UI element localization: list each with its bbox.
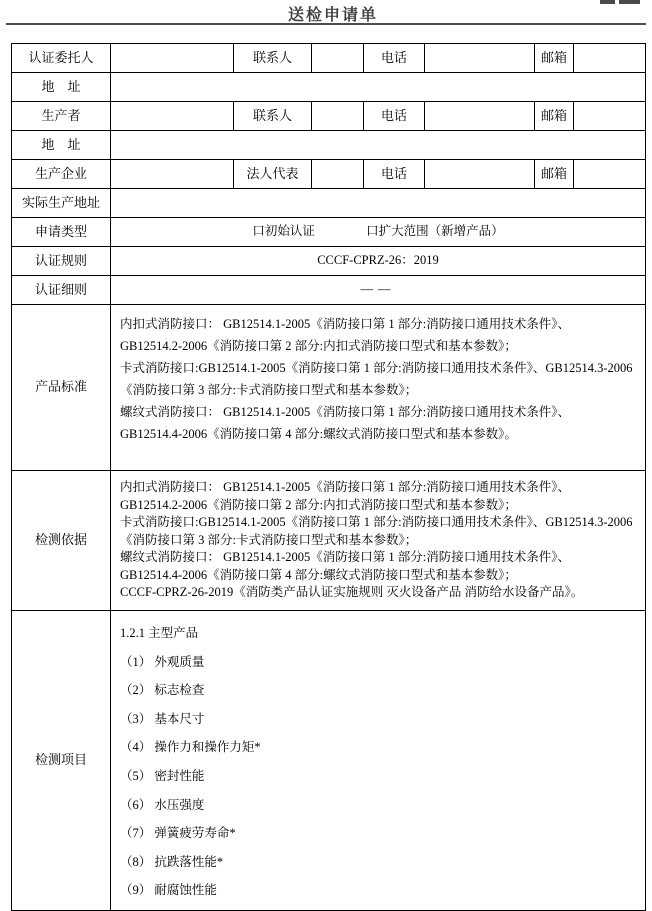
text-line: （1） 外观质量 xyxy=(120,654,205,669)
row-certification-rule xyxy=(12,247,646,276)
manufacturer-legal-rep-cell[interactable] xyxy=(312,160,364,189)
applicant-email-cell[interactable] xyxy=(574,44,646,73)
row-certification-detail xyxy=(12,276,646,305)
text-line: （5） 密封性能 xyxy=(120,768,205,783)
text-line: （7） 弹簧疲劳寿命* xyxy=(120,826,236,841)
test-basis-text xyxy=(111,471,646,611)
title-divider xyxy=(6,23,646,25)
text-line: 螺纹式消防接口： GB12514.1-2005《消防接口第 1 部分:消防接口通用技术条件》、 xyxy=(120,550,571,564)
row-label-applicant: 认证委托人 xyxy=(12,44,111,73)
text-line: （2） 标志检查 xyxy=(120,683,205,698)
text-line: 1.2.1 主型产品 xyxy=(120,626,199,640)
label-contact-person: 联系人 xyxy=(234,44,312,73)
text-line: 螺纹式消防接口： GB12514.1-2005《消防接口第 1 部分:消防接口通用技术条件》、 xyxy=(120,405,571,419)
producer-email-cell[interactable] xyxy=(574,102,646,131)
manufacturer-name-cell[interactable] xyxy=(111,160,234,189)
row-applicant xyxy=(12,44,646,73)
label-phone: 电话 xyxy=(364,44,425,73)
text-line: GB12514.4-2006《消防接口第 4 部分:螺纹式消防接口型式和基本参数》； xyxy=(120,567,517,582)
actual-production-address-cell[interactable] xyxy=(111,189,646,218)
application-form-table xyxy=(11,43,646,911)
row-label-manufacturer: 生产企业 xyxy=(12,160,111,189)
row-producer-address xyxy=(12,131,646,160)
row-label-test-items: 检测项目 xyxy=(12,611,111,911)
text-line: 《消防接口第 3 部分:卡式消防接口型式和基本参数》； xyxy=(120,383,418,397)
text-line: GB12514.2-2006《消防接口第 2 部分:内扣式消防接口型式和基本参数》； xyxy=(120,497,517,512)
certification-rule-value: CCCF-CPRZ-26：2019 xyxy=(111,247,646,276)
text-line: （4） 操作力和操作力矩* xyxy=(120,740,261,755)
producer-address-cell[interactable] xyxy=(111,131,646,160)
label-contact-person: 联系人 xyxy=(234,102,312,131)
applicant-phone-cell[interactable] xyxy=(425,44,535,73)
text-line: 内扣式消防接口： GB12514.1-2005《消防接口第 1 部分:消防接口通用技术条件》、 xyxy=(120,480,571,494)
certification-detail-value: —— xyxy=(111,276,646,305)
checkbox-option-initial-certification[interactable]: 口初始认证 xyxy=(252,224,315,239)
row-label-address: 地 址 xyxy=(12,73,111,102)
label-legal-representative: 法人代表 xyxy=(234,160,312,189)
label-email: 邮箱 xyxy=(535,160,574,189)
row-product-standard xyxy=(12,305,646,471)
producer-phone-cell[interactable] xyxy=(425,102,535,131)
row-label-address: 地 址 xyxy=(12,131,111,160)
applicant-name-cell[interactable] xyxy=(111,44,234,73)
row-label-product-standard: 产品标准 xyxy=(12,305,111,471)
label-phone: 电话 xyxy=(364,102,425,131)
row-label-producer: 生产者 xyxy=(12,102,111,131)
row-label-application-type: 申请类型 xyxy=(12,218,111,247)
text-line: （8） 抗跌落性能* xyxy=(120,854,224,869)
test-items-text xyxy=(111,611,646,911)
text-line: 卡式消防接口:GB12514.1-2005《消防接口第 1 部分:消防接口通用技术条件》、GB12514.3-2006 xyxy=(120,515,633,529)
text-line: CCCF-CPRZ-26-2019《消防类产品认证实施规则 灭火设备产品 消防给水设备产品》。 xyxy=(120,585,584,599)
product-standard-text xyxy=(111,305,646,471)
application-type-cell xyxy=(111,218,646,247)
manufacturer-email-cell[interactable] xyxy=(574,160,646,189)
product-standard-lines xyxy=(120,313,637,445)
row-application-type xyxy=(12,218,646,247)
row-test-items xyxy=(12,611,646,911)
applicant-address-cell[interactable] xyxy=(111,73,646,102)
label-phone: 电话 xyxy=(364,160,425,189)
corner-print-mark xyxy=(596,0,640,5)
manufacturer-phone-cell[interactable] xyxy=(425,160,535,189)
applicant-contact-cell[interactable] xyxy=(312,44,364,73)
text-line: GB12514.4-2006《消防接口第 4 部分:螺纹式消防接口型式和基本参数》。 xyxy=(120,427,517,441)
row-producer xyxy=(12,102,646,131)
text-line: 内扣式消防接口： GB12514.1-2005《消防接口第 1 部分:消防接口通用技术条件》、 xyxy=(120,317,571,331)
test-items-lines xyxy=(120,619,637,905)
text-line: GB12514.2-2006《消防接口第 2 部分:内扣式消防接口型式和基本参数》； xyxy=(120,339,517,353)
row-test-basis xyxy=(12,471,646,611)
page-title: 送检申请单 xyxy=(287,7,378,24)
producer-contact-cell[interactable] xyxy=(312,102,364,131)
producer-name-cell[interactable] xyxy=(111,102,234,131)
row-label-actual-production-address: 实际生产地址 xyxy=(12,189,111,218)
text-line: （3） 基本尺寸 xyxy=(120,711,205,726)
label-email: 邮箱 xyxy=(535,102,574,131)
checkbox-option-expand-scope[interactable]: 口扩大范围（新增产品） xyxy=(366,224,504,239)
test-basis-lines xyxy=(120,479,637,602)
text-line: （6） 水压强度 xyxy=(120,797,205,812)
text-line: 卡式消防接口:GB12514.1-2005《消防接口第 1 部分:消防接口通用技术条件》、GB12514.3-2006 xyxy=(120,361,633,375)
row-manufacturer xyxy=(12,160,646,189)
row-applicant-address xyxy=(12,73,646,102)
row-actual-production-address xyxy=(12,189,646,218)
text-line: （9） 耐腐蚀性能 xyxy=(120,883,217,898)
row-label-certification-rule: 认证规则 xyxy=(12,247,111,276)
label-email: 邮箱 xyxy=(535,44,574,73)
text-line: 《消防接口第 3 部分:卡式消防接口型式和基本参数》； xyxy=(120,532,418,547)
row-label-test-basis: 检测依据 xyxy=(12,471,111,611)
row-label-certification-detail: 认证细则 xyxy=(12,276,111,305)
